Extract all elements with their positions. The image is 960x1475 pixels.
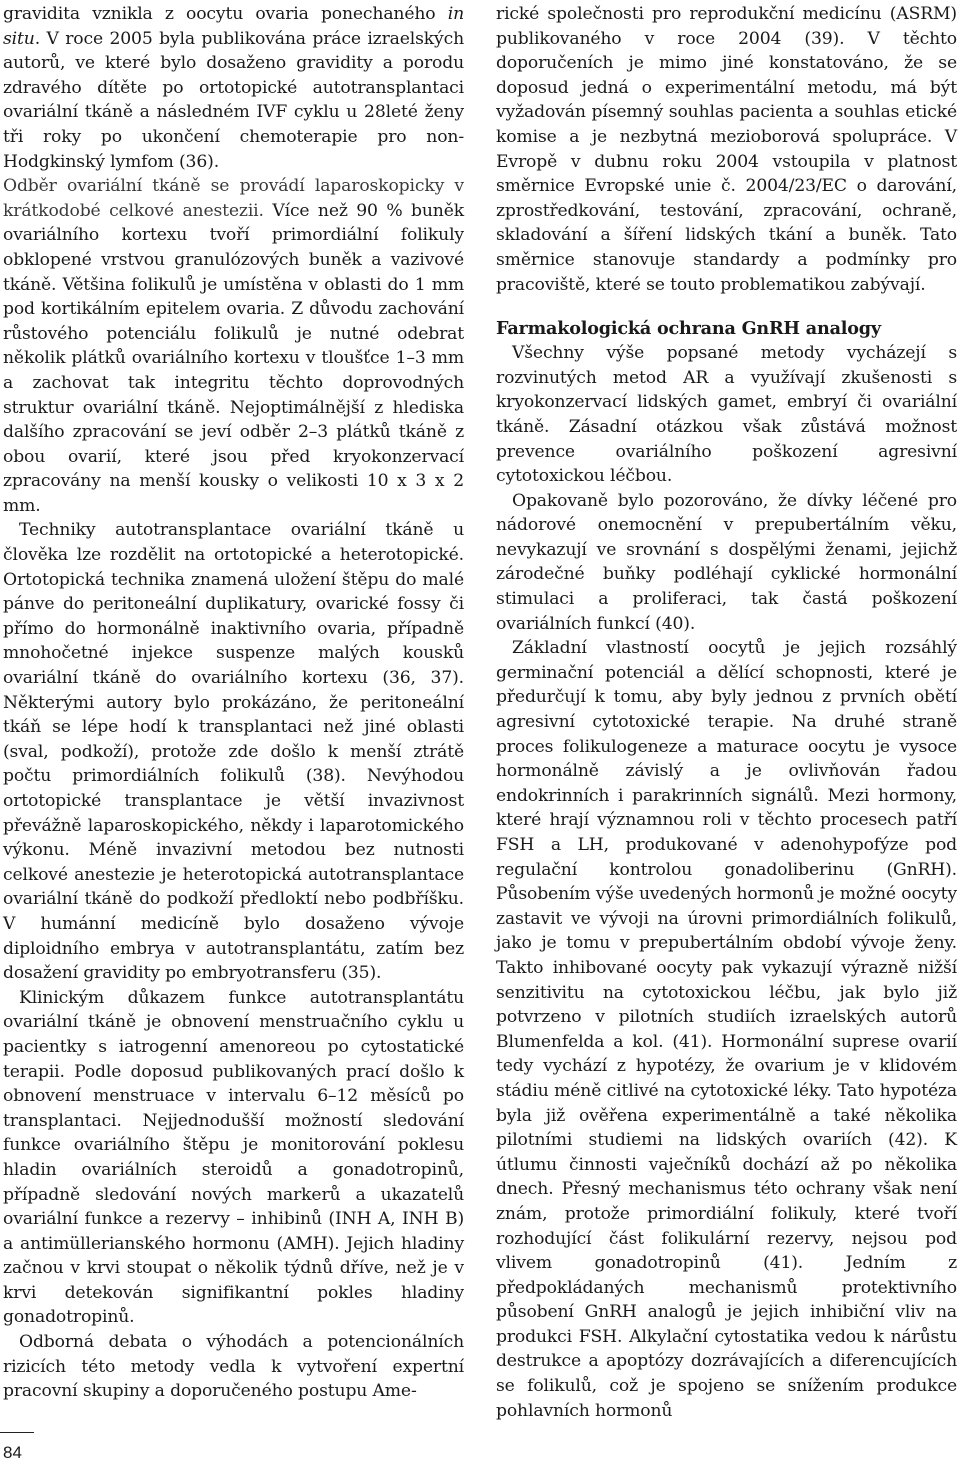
paragraph-ovarian-pregnancy xyxy=(3,2,464,174)
paragraph-asrm-guidelines: rické společnosti pro reprodukční medicínu (ASRM) publikovaného v roce 2004 (39). V těchto doporučeních je mimo jiné konstatováno, že se doposud jedná o experimentální metodu, má být vyžadován písemný souhlas pacienta a souhlas etické komise a je nezbytná mezioborová spolupráce. V Evropě v dubnu roku 2004 vstoupila v platnost směrnice Evropské unie č. 2004/23/EC o darování, zprostředkování, testování, zpracování, ochraně, skladování a šíření lidských tkání a buněk. Tato směrnice stanovuje standardy a podmínky pro pracoviště, které se touto problematikou zabývají. xyxy=(496,4,957,295)
paragraph-autotransplant-techniques: Techniky autotransplantace ovariální tkáně u člověka lze rozdělit na ortotopické a heterotopické. Ortotopická technika znamená uložení štěpu do malé pánve do peritoneální duplikatury, ovarické fossy či přímo do hormonálně inaktivního ovaria, případně mnohočetné injekce suspenze malých kousků ovariální tkáně do ovariálního kortexu (36, 37). Některými autory bylo prokázáno, že peritoneální tkáň se lépe hodí k transplantaci než jiné oblasti (sval, podkoží), protože zde došlo k menší ztrátě počtu primordiálních folikulů (38). Nevýhodou ortotopické transplantace je větší invazivnost převážně laparoskopického, někdy i laparotomického výkonu. Méně invazivní metodou bez nutnosti celkové anestezie je heterotopická autotransplantace ovariální tkáně do podkoží předloktí nebo podbříšku. V humánní medicíně bylo dosaženo vývoje diploidního embrya v autotransplantátu, zatím bez dosažení gravidity po embryotransferu (35). xyxy=(3,520,464,984)
footer-rule xyxy=(0,1432,34,1433)
text-run: gravidita vznikla z oocytu ovaria ponechaného xyxy=(3,4,448,24)
paragraph-tissue-harvest xyxy=(3,174,464,518)
paragraph-expert-debate: Odborná debata o výhodách a potencionálních rizicích této metody vedla k vytvoření expertní pracovní skupiny a doporučeného postupu Ame- xyxy=(3,1332,464,1402)
paragraph-methods-overview: Všechny výše popsané metody vycházejí s rozvinutých metod AR a využívají zkušenosti s kryokonzervací lidských gamet, embryí či ovariální tkáně. Zásadní otázkou však zůstává možnost prevence ovariálního poškození agresivní cytotoxickou léčbou. xyxy=(496,343,957,487)
subsection-lead: Odběr ovariální tkáně se provádí laparoskopicky v krátkodobé celkové anestezii. xyxy=(3,176,464,221)
paragraph-clinical-evidence: Klinickým důkazem funkce autotransplantátu ovariální tkáně je obnovení menstruačního cyklu u pacientky s iatrogenní amenoreou po cytostatické terapii. Podle doposud publikovaných prací došlo k obnovení menstruace v intervalu 6–12 měsíců po transplantaci. Nejjednodušší možností sledování funkce ovariálního štěpu je monitorování poklesu hladin ovariálních steroidů a gonadotropinů, případně sledování nových markerů a ukazatelů ovariální funkce a rezervy – inhibinů (INH A, INH B) a antimüllerianského hormonu (AMH). Jejich hladiny začnou v krvi stoupat o několik týdnů dříve, než je v krvi detekován signifikantní pokles hladiny gonadotropinů. xyxy=(3,987,464,1328)
page-number: 84 xyxy=(3,1443,22,1462)
text-run: Více než 90 % buněk ovariálního kortexu tvoří primordiální folikuly obklopené vrstvou granulózových buněk a vazivové tkáně. Většina folikulů je umístěna v oblasti do 1 mm pod kortikálním epitelem ovaria. Z důvodu zachování růstového potenciálu folikulů je nutné odebrat několik plátků ovariálního kortexu v tloušťce 1–3 mm a zachovat tak integritu těchto doprovodných struktur ovariální tkáně. Nejoptimálnější z hlediska dalšího zpracování se jeví odběr 2–3 plátků tkáně z obou ovarií, které jsou před kryokonzervací zpracovány na menší kousky o velikosti 10 x 3 x 2 mm. xyxy=(3,200,464,516)
right-column xyxy=(496,2,957,1423)
italic-term: in situ xyxy=(3,4,464,49)
paragraph-oocyte-properties: Základní vlastností oocytů je jejich rozsáhlý germinační potenciál a dělící schopnosti, které je předurčují k tomu, aby byly jednou z prvních obětí agresivní cytotoxické terapie. Na druhé straně proces folikulogeneze a maturace oocytu je vysoce hormonálně závislý a je ovlivňován řadou endokrinních i parakrinních signálů. Mezi hormony, které hrají významnou roli v těchto procesech patří FSH a LH, produkované v adenohypofýze pod regulační kontrolou gonadoliberinu (GnRH). Působením výše uvedených hormonů je možné oocyty zastavit ve vývoji na úrovni primordiálních folikulů, jako je tomu v prepubertálním období vývoje ženy. Takto inhibované oocyty pak vykazují výrazně nižší senzitivitu na cytotoxickou léčbu, jak bylo již potvrzeno v pilotních studiích izraelských autorů Blumenfelda a kol. (41). Hormonální suprese ovarií tedy vychází z hypotézy, že ovarium je v klidovém stádiu méně citlivé na cytotoxické léky. Tato hypotéza byla již ověřena experimentálně a také několika pilotními studiemi na lidských ovariích (42). K útlumu činnosti vaječníků dochází až po několika dnech. Přesný mechanismus této ochrany však není znám, protože primordiální folikuly, které tvoří rozhodující část folikulární rezervy, nejsou pod vlivem gonadotropinů (41). Jedním z předpokládaných mechanismů protektivního působení GnRH analogů je jejich inhibiční vliv na produkci FSH. Alkylační cytostatika vedou k nárůstu destrukce a apoptózy dozrávajících a diferencujících se folikulů, což je spojeno se snížením produkce pohlavních hormonů xyxy=(496,638,957,1421)
section-heading: Farmakologická ochrana GnRH analogy xyxy=(496,318,881,340)
paragraph-prepubertal-observation: Opakovaně bylo pozorováno, že dívky léčené pro nádorové onemocnění v prepubertálním věku, nevykazují ve srovnání s dospělými ženami, jejichž zárodečné buňky podléhají cyklické hormonální stimulaci a proliferaci, tak častá poškození ovariálních funkcí (40). xyxy=(496,490,957,634)
text-run: . V roce 2005 byla publikována práce izraelských autorů, ve které bylo dosaženo gravidity a porodu zdravého dítěte po ortotopické autotransplantaci ovariální tkáně a následném IVF cyklu u 28leté ženy tři roky po ukončení chemoterapie pro non-Hodgkinský lymfom (36). xyxy=(3,28,464,172)
left-column xyxy=(3,2,464,1404)
